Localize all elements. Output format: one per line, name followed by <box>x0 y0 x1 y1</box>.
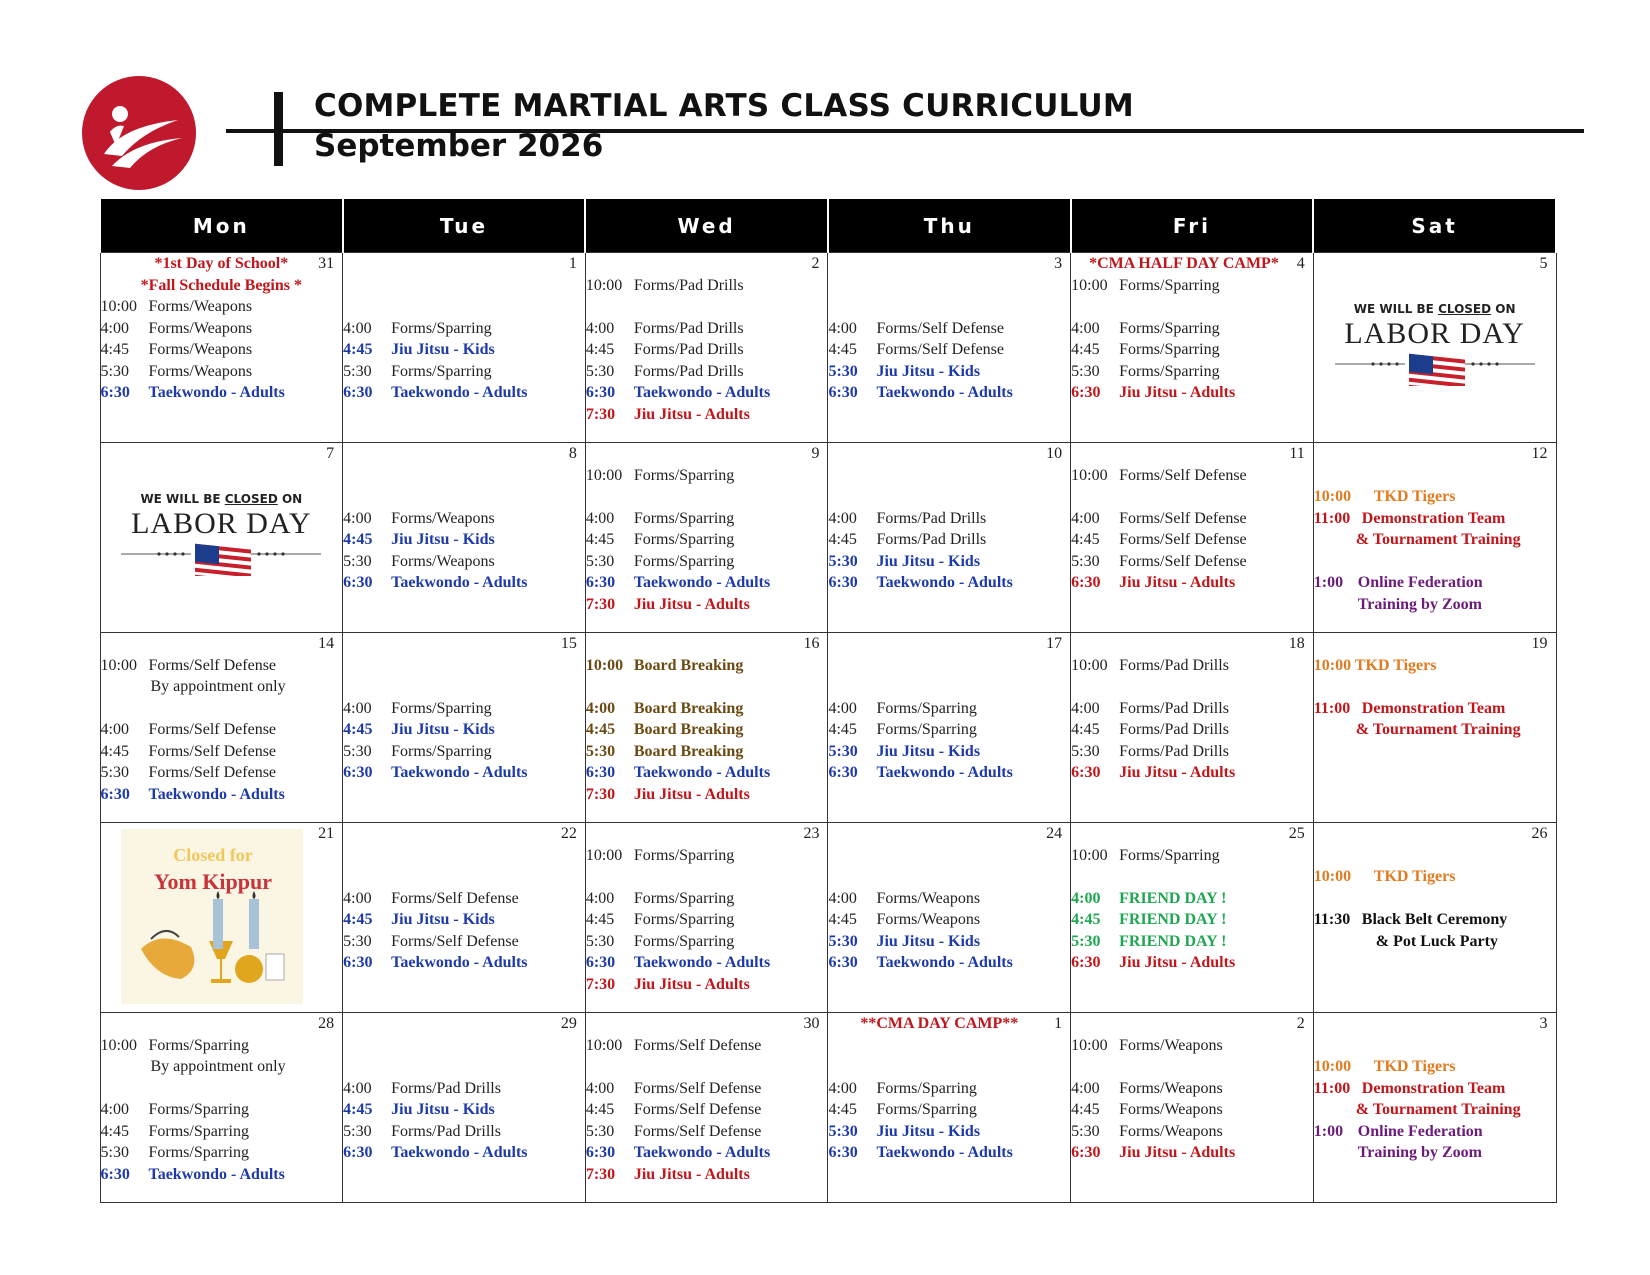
week-row-5 <box>100 1013 1556 1203</box>
class-line: 10:00 Forms/Sparring <box>1071 846 1220 864</box>
class-line: 5:30 Forms/Self Defense <box>100 764 277 781</box>
day-number: 16 <box>803 635 820 652</box>
class-line-continued: & Tournament Training <box>1355 531 1521 548</box>
class-line-continued: Training by Zoom <box>1357 595 1482 613</box>
class-line: 6:30 Taekwondo - Adults <box>100 785 285 803</box>
class-line: 5:30 Jiu Jitsu - Kids <box>828 932 981 950</box>
class-line: 4:45 Forms/Self Defense <box>828 341 1004 358</box>
yom-kippur-closed-illustration <box>121 829 303 1004</box>
class-line: 10:00 Forms/Pad Drills <box>1071 656 1229 674</box>
day-number: 10 <box>1046 445 1063 462</box>
day-cell <box>585 253 828 443</box>
class-line: 4:00 Forms/Pad Drills <box>343 1079 501 1097</box>
day-number: 1 <box>568 255 577 272</box>
class-line: 5:30 Forms/Self Defense <box>585 1122 762 1140</box>
day-number: 31 <box>318 255 335 272</box>
day-number: 24 <box>1046 825 1063 842</box>
class-line: 4:45 Board Breaking <box>585 721 744 738</box>
class-line: 4:45 Forms/Sparring <box>828 721 977 738</box>
weekday-mon: Mon <box>100 199 343 253</box>
class-line: 5:30 Board Breaking <box>585 742 744 760</box>
day-cell <box>1071 1013 1314 1203</box>
class-line: 5:30 Forms/Sparring <box>585 932 735 950</box>
day-number: 5 <box>1539 255 1548 272</box>
day-number: 21 <box>318 825 335 842</box>
class-line: 6:30 Taekwondo - Adults <box>100 1165 285 1183</box>
class-line: 5:30 Forms/Self Defense <box>1071 552 1247 570</box>
page-title: COMPLETE MARTIAL ARTS CLASS CURRICULUM <box>314 88 1134 124</box>
school-logo <box>82 76 196 190</box>
class-line: 4:45 Forms/Sparring <box>585 911 735 928</box>
class-line: 4:45 Forms/Weapons <box>828 911 981 928</box>
week-row-4 <box>100 823 1556 1013</box>
class-line: 11:30 Black Belt Ceremony <box>1313 911 1508 928</box>
day-number: 1 <box>1054 1015 1063 1032</box>
class-line: 4:00 Forms/Pad Drills <box>828 509 987 527</box>
day-cell <box>585 633 828 823</box>
day-cell <box>100 823 343 1013</box>
day-number: 19 <box>1531 635 1548 652</box>
class-line: 6:30 Taekwondo - Adults <box>343 764 528 781</box>
day-number: 4 <box>1296 255 1305 272</box>
day-cell <box>343 443 586 633</box>
day-cell <box>343 633 586 823</box>
day-number: 12 <box>1531 445 1548 462</box>
class-line: 5:30 Forms/Pad Drills <box>1071 742 1229 760</box>
class-line: 6:30 Taekwondo - Adults <box>828 384 1013 401</box>
class-line: 5:30 Jiu Jitsu - Kids <box>828 362 981 380</box>
day-cell <box>1071 443 1314 633</box>
class-line: 4:45 Forms/Sparring <box>1071 341 1220 358</box>
class-line: 4:00 Forms/Sparring <box>343 699 492 717</box>
class-line: 10:00 Forms/Sparring <box>1071 276 1220 294</box>
class-line: 10:00 Forms/Self Defense <box>100 656 277 674</box>
class-line: 4:45 Jiu Jitsu - Kids <box>343 531 495 548</box>
candle-icon <box>213 899 223 949</box>
class-line: 10:00 Forms/Sparring <box>585 466 735 484</box>
class-line: 5:30 Forms/Pad Drills <box>343 1122 501 1140</box>
class-line: 5:30 Forms/Weapons <box>1071 1122 1223 1140</box>
weekday-thu: Thu <box>828 199 1071 253</box>
day-cell <box>585 823 828 1013</box>
school-note: *1st Day of School* <box>154 255 289 272</box>
day-cell <box>828 633 1071 823</box>
day-cell <box>343 1013 586 1203</box>
day-number: 18 <box>1288 635 1305 652</box>
class-line: 11:00 Demonstration Team <box>1313 699 1506 717</box>
camp-note: *CMA HALF DAY CAMP* <box>1089 255 1279 272</box>
class-line: 5:30 Jiu Jitsu - Kids <box>828 552 981 570</box>
class-line: 4:00 Forms/Weapons <box>828 889 981 907</box>
class-line: 6:30 Taekwondo - Adults <box>828 574 1013 591</box>
day-cell <box>828 1013 1071 1203</box>
week-row-2 <box>100 443 1556 633</box>
day-cell <box>1071 823 1314 1013</box>
class-line: 6:30 Taekwondo - Adults <box>585 764 771 781</box>
class-line: 4:45 Jiu Jitsu - Kids <box>343 341 495 358</box>
weekday-header-row <box>100 199 1556 253</box>
calendar-grid <box>99 199 1557 1203</box>
weekday-tue: Tue <box>343 199 586 253</box>
day-number: 23 <box>803 825 820 842</box>
class-line: 6:30 Taekwondo - Adults <box>343 954 528 971</box>
day-number: 2 <box>1296 1015 1305 1032</box>
class-line: 10:00 Forms/Sparring <box>585 846 735 864</box>
class-line: 7:30 Jiu Jitsu - Adults <box>585 785 750 803</box>
class-line: 10:00 Board Breaking <box>585 656 744 674</box>
page-subtitle: September 2026 <box>314 128 604 164</box>
kick-figure-icon <box>82 76 196 190</box>
day-number: 30 <box>803 1015 820 1032</box>
schedule-note: *Fall Schedule Begins * <box>140 276 302 294</box>
class-line: 5:30 Forms/Sparring <box>343 362 492 380</box>
class-line: 5:30 Jiu Jitsu - Kids <box>828 1122 981 1140</box>
class-line: 4:45 Forms/Self Defense <box>1071 531 1247 548</box>
labor-day-closed-notice: WE WILL BE CLOSED ON LABOR DAY <box>113 489 331 583</box>
class-line: 4:00 Forms/Weapons <box>1071 1079 1223 1097</box>
class-line: 7:30 Jiu Jitsu - Adults <box>585 595 750 613</box>
class-line: 4:00 FRIEND DAY ! <box>1071 889 1227 907</box>
class-line: 6:30 Taekwondo - Adults <box>343 574 528 591</box>
day-cell <box>1071 253 1314 443</box>
class-line: 4:00 Board Breaking <box>585 699 744 717</box>
class-line: 4:45 Forms/Self Defense <box>585 1101 762 1118</box>
appointment-note: By appointment only <box>150 678 286 695</box>
class-line: 6:30 Taekwondo - Adults <box>828 764 1013 781</box>
class-line: 10:00 Forms/Weapons <box>100 298 253 315</box>
class-line: 5:30 Forms/Weapons <box>343 552 495 570</box>
class-line: 1:00 Online Federation <box>1313 574 1483 591</box>
class-line: 5:30 Forms/Weapons <box>100 362 253 380</box>
class-line: 10:00 TKD Tigers <box>1313 488 1456 505</box>
day-number: 3 <box>1539 1015 1548 1032</box>
day-cell <box>828 823 1071 1013</box>
class-line-continued: & Tournament Training <box>1355 1101 1521 1118</box>
class-line: 4:00 Forms/Weapons <box>100 319 253 337</box>
class-line: 10:00 Forms/Pad Drills <box>585 276 744 294</box>
day-number: 28 <box>318 1015 335 1032</box>
day-cell <box>100 633 343 823</box>
day-cell <box>1071 633 1314 823</box>
day-cell <box>343 823 586 1013</box>
day-number: 14 <box>318 635 335 652</box>
class-line: 10:00 Forms/Weapons <box>1071 1036 1223 1054</box>
class-line: 7:30 Jiu Jitsu - Adults <box>585 1165 750 1183</box>
day-cell <box>343 253 586 443</box>
class-line: 5:30 Forms/Sparring <box>343 742 492 760</box>
class-line: 4:00 Forms/Sparring <box>585 889 735 907</box>
class-line: 1:00 Online Federation <box>1313 1122 1483 1140</box>
header-bar <box>274 92 283 166</box>
class-line: 4:00 Forms/Sparring <box>828 1079 977 1097</box>
class-line: 4:00 Forms/Weapons <box>343 509 495 527</box>
class-line: 4:00 Forms/Sparring <box>100 1101 249 1118</box>
weekday-fri: Fri <box>1071 199 1314 253</box>
class-line: 4:00 Forms/Self Defense <box>343 889 519 907</box>
class-line: 5:30 Forms/Sparring <box>100 1144 249 1161</box>
class-line: 4:00 Forms/Sparring <box>343 319 492 337</box>
appointment-note: By appointment only <box>150 1058 286 1075</box>
day-cell <box>1313 443 1556 633</box>
day-cell <box>585 443 828 633</box>
day-cell <box>1313 633 1556 823</box>
us-flag-icon <box>1335 346 1535 386</box>
day-number: 29 <box>560 1015 577 1032</box>
class-line: 6:30 Jiu Jitsu - Adults <box>1071 1144 1236 1161</box>
day-number: 26 <box>1531 825 1548 842</box>
class-line: 11:00 Demonstration Team <box>1313 1079 1506 1097</box>
class-line: 4:45 Forms/Weapons <box>100 341 253 358</box>
class-line: 4:00 Forms/Self Defense <box>828 319 1004 337</box>
class-line: 4:00 Forms/Pad Drills <box>585 319 744 337</box>
class-line: 6:30 Taekwondo - Adults <box>828 954 1013 971</box>
class-line: 10:00 Forms/Self Defense <box>1071 466 1247 484</box>
class-line: 4:45 Forms/Self Defense <box>100 742 277 760</box>
class-line: 4:45 Jiu Jitsu - Kids <box>343 911 495 928</box>
day-cell <box>828 253 1071 443</box>
day-cell <box>1313 823 1556 1013</box>
class-line: 10:00 TKD Tigers <box>1313 1058 1456 1075</box>
class-line: 6:30 Taekwondo - Adults <box>100 384 285 401</box>
class-line: 5:30 FRIEND DAY ! <box>1071 932 1227 950</box>
class-line-continued: & Tournament Training <box>1355 721 1521 738</box>
week-row-1 <box>100 253 1556 443</box>
class-line: 4:00 Forms/Sparring <box>585 509 735 527</box>
class-line: 6:30 Taekwondo - Adults <box>585 954 771 971</box>
day-cell <box>100 443 343 633</box>
class-line: 10:00 Forms/Sparring <box>100 1036 249 1054</box>
weekday-sat: Sat <box>1313 199 1556 253</box>
class-line: 5:30 Forms/Pad Drills <box>585 362 744 380</box>
class-line: 7:30 Jiu Jitsu - Adults <box>585 405 750 423</box>
day-cell <box>1313 1013 1556 1203</box>
labor-day-closed-notice: WE WILL BE CLOSED ON LABOR DAY <box>1326 299 1544 393</box>
day-cell <box>1313 253 1556 443</box>
day-number: 2 <box>811 255 820 272</box>
day-number: 8 <box>568 445 577 462</box>
class-line: 4:45 Forms/Pad Drills <box>1071 721 1229 738</box>
class-line: 4:00 Forms/Sparring <box>828 699 977 717</box>
class-line: 6:30 Jiu Jitsu - Adults <box>1071 764 1236 781</box>
class-line: 5:30 Jiu Jitsu - Kids <box>828 742 981 760</box>
day-cell <box>828 443 1071 633</box>
day-cell <box>100 1013 343 1203</box>
class-line: 6:30 Taekwondo - Adults <box>585 1144 771 1161</box>
yom-kippur-label: Yom Kippur <box>153 869 272 894</box>
class-line: 6:30 Taekwondo - Adults <box>585 384 771 401</box>
class-line: 7:30 Jiu Jitsu - Adults <box>585 975 750 993</box>
class-line-continued: & Pot Luck Party <box>1375 932 1498 950</box>
class-line: 4:45 Jiu Jitsu - Kids <box>343 721 495 738</box>
week-row-3 <box>100 633 1556 823</box>
day-number: 9 <box>811 445 820 462</box>
class-line: 4:45 Forms/Pad Drills <box>828 531 987 548</box>
class-line: 4:45 Forms/Sparring <box>585 531 735 548</box>
class-line: 10:00 TKD Tigers <box>1313 868 1456 885</box>
class-line: 4:00 Forms/Self Defense <box>585 1079 762 1097</box>
class-line: 5:30 Forms/Sparring <box>1071 362 1220 380</box>
day-number: 3 <box>1054 255 1063 272</box>
day-number: 7 <box>326 445 335 462</box>
day-cell <box>100 253 343 443</box>
candle-icon <box>249 899 259 949</box>
class-line: 11:00 Demonstration Team <box>1313 509 1506 527</box>
day-number: 11 <box>1289 445 1305 462</box>
day-cell <box>585 1013 828 1203</box>
class-line: 4:45 Forms/Sparring <box>828 1101 977 1118</box>
class-line-continued: Training by Zoom <box>1357 1144 1482 1161</box>
class-line: 5:30 Forms/Sparring <box>585 552 735 570</box>
class-line: 4:00 Forms/Self Defense <box>1071 509 1247 527</box>
class-line: 6:30 Taekwondo - Adults <box>343 1144 528 1161</box>
camp-note: **CMA DAY CAMP** <box>860 1015 1019 1032</box>
class-line: 4:45 Forms/Sparring <box>100 1122 249 1140</box>
closed-for-label: Closed for <box>172 845 253 865</box>
class-line: 4:45 Forms/Pad Drills <box>585 341 744 358</box>
class-line: 6:30 Taekwondo - Adults <box>828 1144 1013 1161</box>
day-number: 22 <box>560 825 577 842</box>
us-flag-icon <box>121 536 321 576</box>
class-line: 4:45 Jiu Jitsu - Kids <box>343 1101 495 1118</box>
class-line: 10:00 Forms/Self Defense <box>585 1036 762 1054</box>
class-line: 6:30 Jiu Jitsu - Adults <box>1071 574 1236 591</box>
day-number: 25 <box>1288 825 1305 842</box>
class-line: 6:30 Taekwondo - Adults <box>343 384 528 401</box>
weekday-wed: Wed <box>585 199 828 253</box>
class-line: 4:00 Forms/Sparring <box>1071 319 1220 337</box>
class-line: 4:00 Forms/Pad Drills <box>1071 699 1229 717</box>
class-line: 10:00 TKD Tigers <box>1313 656 1437 674</box>
class-line: 5:30 Forms/Self Defense <box>343 932 519 950</box>
class-line: 4:00 Forms/Self Defense <box>100 721 277 738</box>
class-line: 6:30 Jiu Jitsu - Adults <box>1071 954 1236 971</box>
class-line: 4:45 FRIEND DAY ! <box>1071 911 1227 928</box>
challah-icon <box>235 955 263 983</box>
class-line: 6:30 Jiu Jitsu - Adults <box>1071 384 1236 401</box>
class-line: 6:30 Taekwondo - Adults <box>585 574 771 591</box>
class-line: 4:45 Forms/Weapons <box>1071 1101 1223 1118</box>
day-number: 17 <box>1046 635 1063 652</box>
day-number: 15 <box>560 635 577 652</box>
